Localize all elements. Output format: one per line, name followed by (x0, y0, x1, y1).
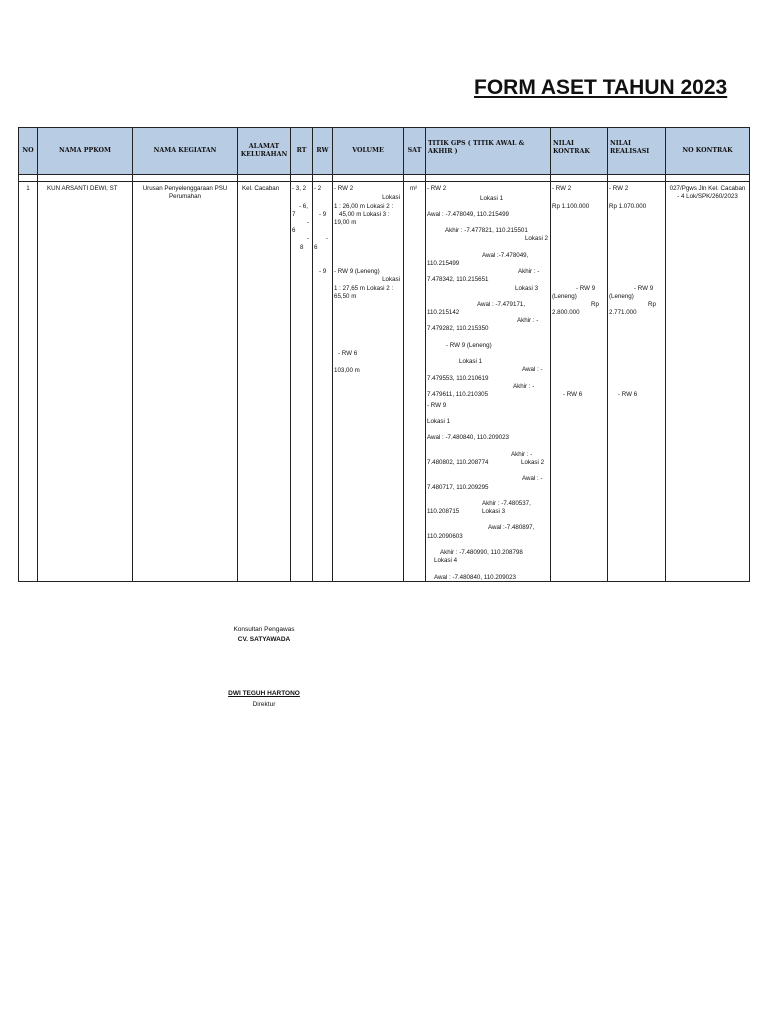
header-nama-ppkom: NAMA PPKOM (59, 147, 111, 155)
cell-rt-line: 7 (292, 211, 296, 218)
cell-gps-line: 110.208715 (427, 508, 460, 515)
cell-gps-line: - RW 9 (Leneng) (446, 342, 492, 349)
cell-nama-ppkom: KUN ARSANTI DEWI, ST (47, 185, 118, 192)
col-divider (312, 128, 313, 581)
header-rw: RW (316, 147, 329, 155)
cell-gps-line: 7.479611, 110.210305 (427, 391, 489, 398)
col-divider (237, 128, 238, 581)
cell-rt-line: - 6, (299, 203, 308, 210)
header-titik-gps: TITIK GPS ( TITIK AWAL & AKHIR ) (428, 140, 525, 155)
cell-gps-line: Lokasi 1 (480, 195, 504, 202)
cell-gps-line: 7.479553, 110.210619 (427, 375, 489, 382)
col-divider (665, 128, 666, 581)
cell-nilai-realisasi-line: Rp (648, 301, 656, 308)
cell-volume-line: 65,50 m (334, 293, 357, 300)
cell-nilai-realisasi-line: 2.771.000 (609, 309, 637, 316)
cell-gps-line: 7.480717, 110.209295 (427, 484, 489, 491)
cell-nilai-kontrak-line: - RW 2 (552, 185, 572, 192)
cell-volume-line: - RW 6 (338, 350, 358, 357)
cell-gps-line: 7.478342, 110.215651 (427, 276, 489, 283)
cell-rt-line: 6 (292, 227, 296, 234)
col-divider (425, 128, 426, 581)
cell-gps-line: Awal : -7.480840, 110.209023 (434, 574, 516, 581)
signature-position: Direktur (252, 701, 276, 708)
cell-gps-line: Akhir : - (513, 383, 535, 390)
cell-volume-line: - RW 2 (334, 185, 354, 192)
cell-gps-line: Lokasi 3 (515, 285, 539, 292)
cell-gps-line: Lokasi 2 (521, 459, 545, 466)
header-nama-kegiatan: NAMA KEGIATAN (153, 147, 217, 155)
header-alamat-kelurahan: ALAMAT KELURAHAN (240, 143, 288, 158)
header-no: NO (22, 147, 34, 155)
form-title: FORM ASET TAHUN 2023 (474, 76, 728, 99)
cell-gps-line: Awal : -7.479171, (477, 301, 526, 308)
header-spacer-divider (19, 181, 749, 182)
cell-volume-line: Lokasi (382, 276, 400, 283)
cell-gps-line: - RW 2 (427, 185, 447, 192)
cell-rw-line: - (326, 235, 329, 242)
cell-nilai-kontrak-line: - RW 6 (563, 391, 583, 398)
cell-rt-line: - (307, 235, 310, 242)
cell-gps-line: 110.215499 (427, 260, 460, 267)
cell-nilai-realisasi-line: - RW 9 (634, 285, 654, 292)
cell-nilai-realisasi-line: - RW 2 (609, 185, 629, 192)
cell-nama-kegiatan: Urusan Penyelenggaraan PSU Perumahan (142, 185, 228, 200)
cell-gps-line: Akhir : - (517, 317, 539, 324)
cell-nilai-kontrak-line: Rp (591, 301, 599, 308)
cell-volume-line: 103,00 m (334, 367, 360, 374)
cell-rt-line: 8 (300, 244, 304, 251)
cell-gps-line: Awal : -7.480840, 110.209023 (427, 434, 509, 441)
cell-gps-line: 110.215142 (427, 309, 460, 316)
col-divider (403, 128, 404, 581)
cell-gps-line: Akhir : - (511, 451, 533, 458)
header-rt: RT (296, 147, 307, 155)
signature-role: Konsultan Pengawas (233, 626, 295, 633)
cell-rw-line: - 2 (314, 185, 322, 192)
cell-no-kontrak: 027/Pgws Jln Kel. Cacaban - 4 Lok/SPK/260/2023 (669, 185, 746, 200)
cell-gps-line: Awal : -7.478049, 110.215499 (427, 211, 509, 218)
cell-volume-line: 1 : 27,65 m Lokasi 2 : (334, 285, 394, 292)
cell-gps-line: - RW 9 (427, 402, 447, 409)
cell-gps-line: Akhir : -7.477821, 110.215501 (445, 227, 528, 234)
cell-rw-line: - 9 (319, 211, 327, 218)
cell-nilai-kontrak-line: Rp 1.100.000 (552, 203, 590, 210)
cell-volume-line: 45,00 m Lokasi 3 : (339, 211, 390, 218)
cell-gps-line: 7.479282, 110.215350 (427, 325, 489, 332)
cell-volume-line: - RW 9 (Leneng) (334, 268, 380, 275)
col-divider (37, 128, 38, 581)
cell-gps-line: Lokasi 3 (482, 508, 506, 515)
cell-gps-line: Lokasi 1 (459, 358, 483, 365)
header-divider (19, 174, 749, 175)
cell-rw-line: - 9 (319, 268, 327, 275)
header-sat: SAT (407, 147, 422, 155)
cell-gps-line: Awal :-7.478049, (482, 252, 529, 259)
cell-gps-line: Akhir : -7.480537, (482, 500, 531, 507)
cell-sat: m² (410, 185, 418, 192)
cell-gps-line: 110.2090603 (427, 533, 463, 540)
cell-no: 1 (26, 185, 30, 192)
cell-volume-line: 1 : 26,00 m Lokasi 2 : (334, 203, 394, 210)
cell-gps-line: Lokasi 2 (524, 235, 548, 242)
cell-nilai-realisasi-line: Rp 1.070.000 (609, 203, 647, 210)
cell-gps-line: Akhir : -7.480990, 110.208798 (440, 549, 523, 556)
cell-rt-line: - 3, 2 (292, 185, 307, 192)
cell-alamat: Kel. Cacaban (242, 185, 280, 192)
header-nilai-realisasi: NILAI REALISASI (610, 140, 650, 155)
cell-gps-line: Akhir : - (518, 268, 540, 275)
header-nilai-kontrak: NILAI KONTRAK (553, 140, 590, 155)
cell-gps-line: Awal :-7.480897, (488, 524, 535, 531)
col-divider (607, 128, 608, 581)
cell-gps-line: Awal : - (522, 475, 543, 482)
cell-nilai-kontrak-line: (Leneng) (552, 293, 577, 300)
header-volume: VOLUME (352, 147, 384, 155)
cell-nilai-realisasi-line: (Leneng) (609, 293, 634, 300)
cell-rt-line: - (307, 219, 310, 226)
signature-company: CV. SATYAWADA (237, 636, 291, 643)
cell-nilai-kontrak-line: 2.800.000 (552, 309, 580, 316)
cell-nilai-kontrak-line: - RW 9 (576, 285, 596, 292)
cell-gps-line: 7.480802, 110.208774 (427, 459, 489, 466)
cell-rw-line: 6 (314, 244, 318, 251)
cell-gps-line: Awal : - (522, 366, 543, 373)
cell-volume-line: 19,00 m (334, 219, 357, 226)
signature-name: DWI TEGUH HARTONO (228, 690, 300, 697)
header-no-kontrak: NO KONTRAK (682, 147, 733, 155)
cell-nilai-realisasi-line: - RW 6 (618, 391, 638, 398)
col-divider (332, 128, 333, 581)
col-divider (550, 128, 551, 581)
cell-gps-line: Lokasi 4 (434, 557, 458, 564)
cell-gps-line: Lokasi 1 (427, 418, 451, 425)
col-divider (290, 128, 291, 581)
cell-volume-line: Lokasi (382, 194, 400, 201)
